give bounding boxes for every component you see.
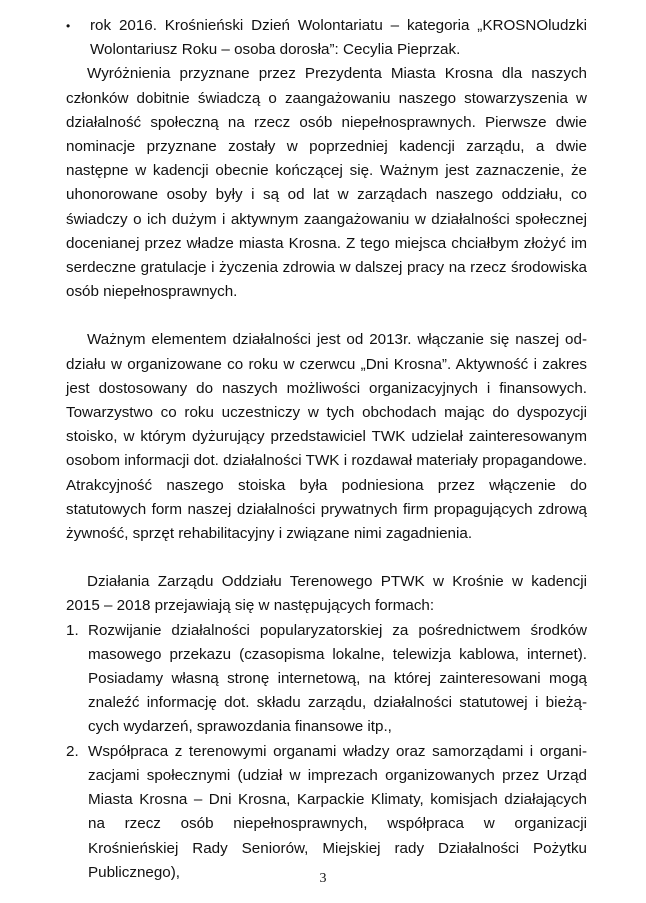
- bullet-item-text: rok 2016. Krośnieński Dzień Wolontariatu – kategoria „KROSNOludzki Wolontariusz Roku – osoba dorosła”: Cecylia Pieprzak.: [90, 17, 587, 59]
- list-item-number: 1.: [66, 621, 79, 639]
- paragraph-gap: [66, 304, 587, 328]
- paragraph-gap: [66, 546, 587, 570]
- list-item: [66, 619, 587, 740]
- activities-list: [66, 619, 587, 885]
- bullet-item: [66, 14, 587, 62]
- list-item-text: Współpraca z terenowymi organami władzy oraz samorządami i organizacjami społecznymi (udział w imprezach organizowanych przez Urząd Miasta Krosna – Dni Krosna, Karpackie Klimaty, komisjach działających na rzecz osób niepełnosprawnych, współpraca w organizacji Krośnieńskiej Rady Seniorów, Miejskiej rady Działalności Pożytku Publicznego),: [88, 742, 587, 881]
- list-item-number: 2.: [66, 742, 79, 760]
- paragraph-krosno-days: Ważnym elementem działalności jest od 2013r. włączanie się naszej oddziału w organizowane co roku w czerwcu „Dni Krosna”. Aktywność i zakres jest dostosowany do naszych możliwości organizacyjnych i finansowych. Towarzystwo co roku uczestniczy w tych obchodach mając do dyspozycji stoisko, w którym dyżurujący przedstawiciel TWK udzielał zainteresowanym osobom informacji dot. działalności TWK i rozdawał materiały propagandowe. Atrakcyjność naszego stoiska była podniesiona przez włączenie do statutowych form naszej działalności prywatnych firm propagujących zdrową żywność, sprzęt rehabilitacyjny i związane nimi zagadnienia.: [66, 331, 587, 543]
- document-body: [66, 14, 587, 885]
- list-item: [66, 740, 587, 885]
- paragraph-board-activities: Działania Zarządu Oddziału Terenowego PTWK w Krośnie w kadencji 2015 – 2018 przejawiają się w następujących formach:: [66, 573, 587, 615]
- paragraph-awards: Wyróżnienia przyznane przez Prezydenta Miasta Krosna dla naszych członków dobitnie świadczą o zaangażowaniu naszego stowarzyszenia w działalność społeczną na rzecz osób niepełnosprawnych. Pierwsze dwie nominacje przyznane zostały w poprzedniej kadencji zarządu, a dwie następne w kadencji obecnie kończącej się. Ważnym jest zaznaczenie, że uhonorowane osoby były i są od lat w zarządach naszego oddziału, co świadczy o ich dużym i aktywnym zaangażowaniu w działalności społecznej docenianej przez władze miasta Krosna. Z tego miejsca chciałbym złożyć im serdeczne gratulacje i życzenia zdrowia w dalszej pracy na rzecz środowiska osób niepełnosprawnych.: [66, 65, 587, 301]
- list-item-text: Rozwijanie działalności popularyzatorskiej za pośrednictwem środków masowego przekazu (czasopisma lokalne, telewizja kablowa, internet). Posiadamy własną stronę internetową, na której zainteresowani mogą znaleźć informację dot. składu zarządu, działalności statutowej i bieżących wydarzeń, sprawozdania finansowe itp.,: [88, 621, 587, 736]
- page-number: 3: [319, 871, 327, 886]
- bullet-icon: •: [66, 19, 71, 33]
